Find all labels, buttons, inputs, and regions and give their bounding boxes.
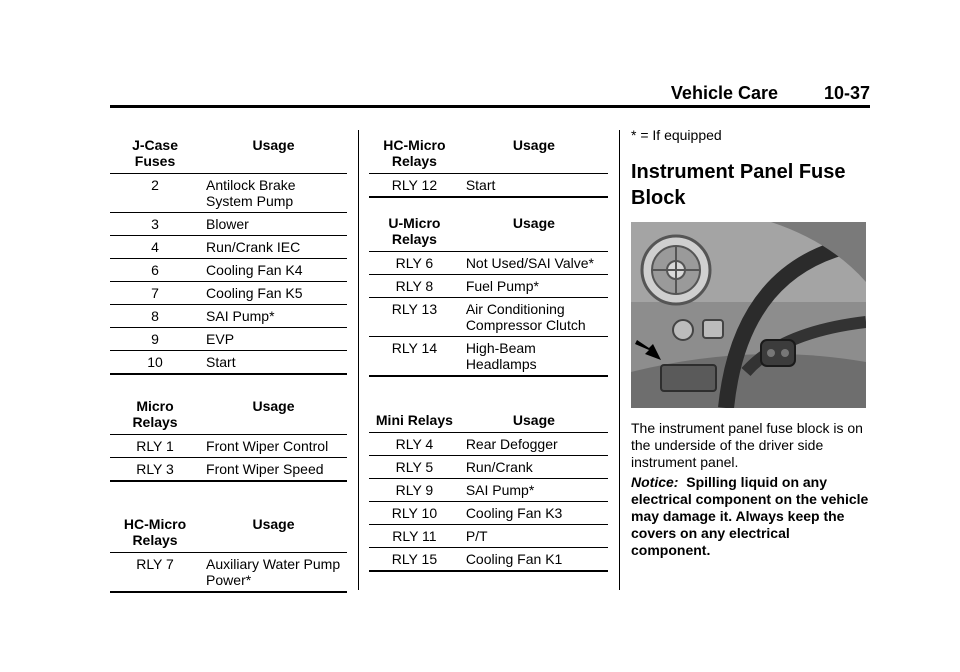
usage-cell: P/T (460, 525, 608, 548)
fuse-id-cell: RLY 6 (369, 252, 460, 275)
table-row (369, 502, 608, 525)
table-row (369, 337, 608, 377)
column-header-usage: Usage (252, 398, 295, 414)
table-row (110, 458, 347, 482)
column-header-id: Mini Relays (375, 412, 453, 428)
table-row (369, 252, 608, 275)
fuse-id-cell: RLY 5 (369, 456, 460, 479)
column-header-id: HC-Micro Relays (123, 516, 187, 548)
fuse-id-cell: 4 (110, 236, 200, 259)
table-row (369, 433, 608, 456)
fuse-id-cell: RLY 14 (369, 337, 460, 377)
column-header-id: U-Micro Relays (388, 215, 441, 247)
column-header-id: HC-Micro Relays (383, 137, 446, 169)
column-divider (619, 130, 620, 590)
table-row (369, 456, 608, 479)
usage-cell: Start (200, 351, 347, 375)
u-micro-relays-table (369, 211, 608, 377)
fuse-id-cell: RLY 9 (369, 479, 460, 502)
notice-paragraph (631, 474, 871, 559)
table-row (369, 275, 608, 298)
fuse-id-cell: RLY 1 (110, 435, 200, 458)
table-row (369, 548, 608, 572)
usage-cell: Front Wiper Speed (200, 458, 347, 482)
fuse-id-cell: RLY 15 (369, 548, 460, 572)
fuse-id-cell: RLY 4 (369, 433, 460, 456)
fuse-id-cell: 2 (110, 174, 200, 213)
column-divider (358, 130, 359, 590)
column-header-id: Micro Relays (132, 398, 178, 430)
hc-micro-relays-table (110, 512, 347, 593)
usage-cell: Cooling Fan K3 (460, 502, 608, 525)
table-row (110, 553, 347, 593)
table-row (110, 351, 347, 375)
usage-cell: Auxiliary Water Pump Power* (200, 553, 347, 593)
usage-cell: Cooling Fan K1 (460, 548, 608, 572)
column-header-usage: Usage (512, 412, 555, 428)
fuse-id-cell: RLY 10 (369, 502, 460, 525)
usage-cell: Cooling Fan K5 (200, 282, 347, 305)
column-header-usage: Usage (252, 516, 295, 532)
page-header (110, 83, 870, 108)
table-row (369, 174, 608, 198)
dashboard-illustration (631, 222, 866, 408)
fuse-id-cell: 8 (110, 305, 200, 328)
usage-cell: EVP (200, 328, 347, 351)
table-row (110, 174, 347, 213)
table-header-row (110, 512, 347, 553)
fuse-id-cell: RLY 7 (110, 553, 200, 593)
usage-cell: Not Used/SAI Valve* (460, 252, 608, 275)
table-row (110, 213, 347, 236)
table-row (110, 305, 347, 328)
instrument-panel-photo (631, 222, 866, 408)
fuse-id-cell: RLY 3 (110, 458, 200, 482)
table-row (369, 525, 608, 548)
usage-cell: Start (460, 174, 608, 198)
usage-cell: SAI Pump* (460, 479, 608, 502)
table-row (369, 298, 608, 337)
usage-cell: SAI Pump* (200, 305, 347, 328)
column-header-usage: Usage (512, 215, 555, 231)
column-header-usage: Usage (512, 137, 555, 153)
column-header-id: J-Case Fuses (132, 137, 178, 169)
table-row (369, 479, 608, 502)
usage-cell: Air Conditioning Compressor Clutch (460, 298, 608, 337)
usage-cell: Fuel Pump* (460, 275, 608, 298)
fuse-id-cell: RLY 11 (369, 525, 460, 548)
notice-label: Notice: (631, 474, 679, 490)
column-header-usage: Usage (252, 137, 295, 153)
fuse-id-cell: RLY 13 (369, 298, 460, 337)
hc-micro-relays-table-2 (369, 133, 608, 198)
fuse-id-cell: 3 (110, 213, 200, 236)
section-title: Vehicle Care (670, 83, 778, 103)
usage-cell: Front Wiper Control (200, 435, 347, 458)
section-heading: Instrument Panel Fuse Block (631, 161, 846, 209)
table-header-row (110, 394, 347, 435)
table-row (110, 328, 347, 351)
table-row (110, 435, 347, 458)
mini-relays-table (369, 408, 608, 572)
fuse-id-cell: RLY 8 (369, 275, 460, 298)
table-row (110, 282, 347, 305)
fuse-id-cell: 10 (110, 351, 200, 375)
usage-cell: Blower (200, 213, 347, 236)
fuse-id-cell: 9 (110, 328, 200, 351)
usage-cell: Rear Defogger (460, 433, 608, 456)
table-row (110, 236, 347, 259)
fuse-id-cell: RLY 12 (369, 174, 460, 198)
usage-cell: Antilock Brake System Pump (200, 174, 347, 213)
micro-relays-table (110, 394, 347, 482)
jcase-fuses-table (110, 133, 347, 375)
table-header-row (369, 408, 608, 433)
usage-cell: Run/Crank (460, 456, 608, 479)
page-number: 10-37 (823, 83, 870, 103)
table-header-row (369, 211, 608, 252)
notice-text: Spilling liquid on any electrical component on the vehicle may damage it. Always keep the covers on any electrical component. (631, 474, 869, 558)
usage-cell: High-Beam Headlamps (460, 337, 608, 377)
fuse-id-cell: 6 (110, 259, 200, 282)
table-header-row (110, 133, 347, 174)
footnote: * = If equipped (631, 127, 722, 143)
usage-cell: Cooling Fan K4 (200, 259, 347, 282)
usage-cell: Run/Crank IEC (200, 236, 347, 259)
fuse-id-cell: 7 (110, 282, 200, 305)
table-row (110, 259, 347, 282)
table-header-row (369, 133, 608, 174)
body-paragraph: The instrument panel fuse block is on the underside of the driver side instrument panel. (631, 420, 863, 470)
